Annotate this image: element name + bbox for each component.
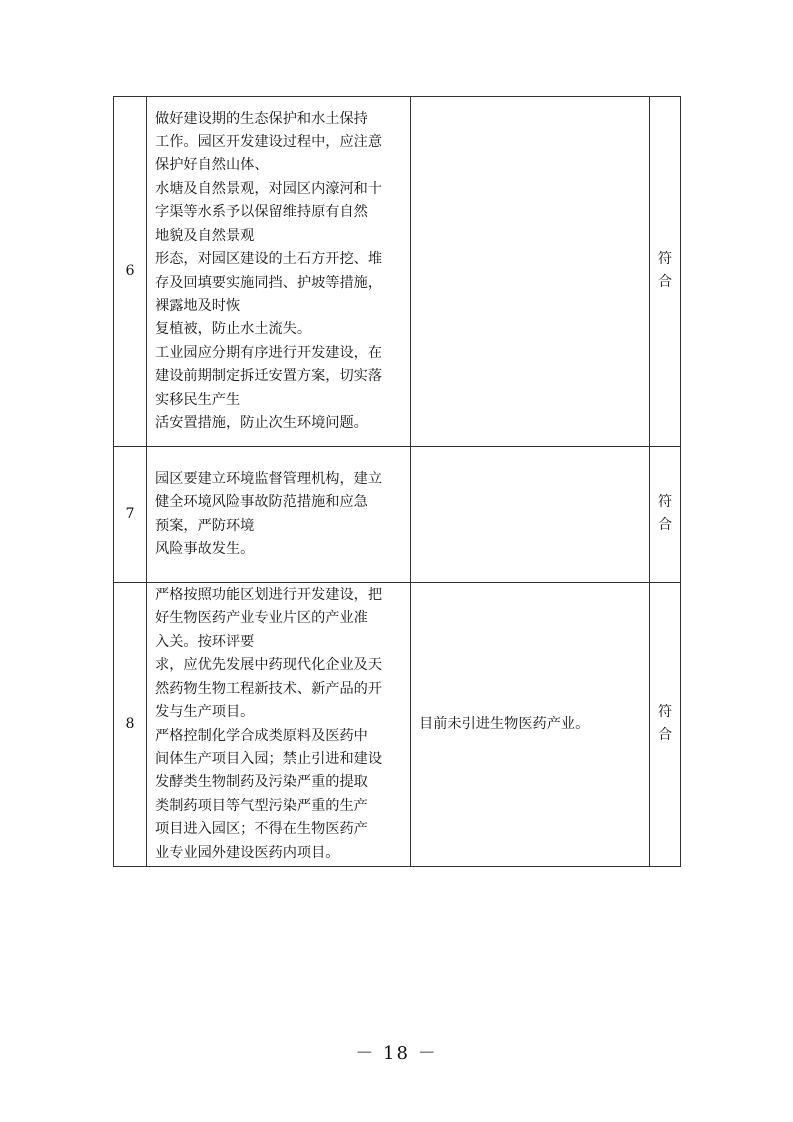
requirement-line: 存及回填要实施同挡、护坡等措施， bbox=[155, 274, 383, 291]
requirement-line: 园区要建立环境监督管理机构，建立 bbox=[155, 470, 383, 487]
result-cell bbox=[650, 97, 681, 447]
requirement-line: 业专业园外建设医药内项目。 bbox=[155, 844, 340, 861]
requirement-line: 入关。按环评要 bbox=[155, 633, 255, 650]
requirement-line: 严格控制化学合成类原料及医药中 bbox=[155, 727, 368, 744]
requirement-line: 工业园应分期有序进行开发建设，在 bbox=[155, 344, 383, 361]
requirement-line: 裸露地及时恢 bbox=[155, 297, 241, 314]
requirement-line: 做好建设期的生态保护和水土保持 bbox=[155, 110, 368, 127]
requirement-line: 水塘及自然景观，对园区内濠河和十 bbox=[155, 180, 383, 197]
page-number: － 18 － bbox=[355, 1043, 438, 1064]
requirement-line: 风险事故发生。 bbox=[155, 540, 255, 557]
table-row bbox=[114, 447, 681, 583]
requirement-line: 形态，对园区建设的土石方开挖、堆 bbox=[155, 251, 383, 268]
requirement-line: 预案，严防环境 bbox=[155, 517, 255, 534]
requirement-line: 健全环境风险事故防范措施和应急 bbox=[155, 494, 368, 511]
requirement-line: 发酵类生物制药及污染严重的提取 bbox=[155, 774, 368, 791]
requirement-line: 保护好自然山体、 bbox=[155, 157, 269, 174]
result-text: 符合 bbox=[657, 704, 673, 744]
result-text: 符合 bbox=[657, 251, 673, 291]
implementation-cell: 目前未引进生物医药产业。 bbox=[411, 583, 650, 867]
requirement-line: 好生物医药产业专业片区的产业准 bbox=[155, 610, 368, 627]
result-text: 符合 bbox=[657, 494, 673, 534]
row-number: 7 bbox=[114, 447, 147, 583]
requirement-line: 发与生产项目。 bbox=[155, 704, 255, 721]
implementation-cell bbox=[411, 447, 650, 583]
requirement-cell bbox=[147, 97, 411, 447]
row-number: 8 bbox=[114, 583, 147, 867]
result-cell bbox=[650, 583, 681, 867]
requirement-line: 类制药项目等气型污染严重的生产 bbox=[155, 797, 368, 814]
requirement-line: 实移民生产生 bbox=[155, 391, 241, 408]
compliance-table bbox=[113, 96, 681, 867]
table-row bbox=[114, 97, 681, 447]
requirement-line: 工作。园区开发建设过程中，应注意 bbox=[155, 134, 383, 151]
table-row bbox=[114, 583, 681, 867]
requirement-line: 间体生产项目入园；禁止引进和建设 bbox=[155, 750, 383, 767]
requirement-line: 地貌及自然景观 bbox=[155, 227, 255, 244]
requirement-line: 建设前期制定拆迁安置方案，切实落 bbox=[155, 368, 383, 385]
requirement-cell bbox=[147, 583, 411, 867]
requirement-cell bbox=[147, 447, 411, 583]
requirement-line: 项目进入园区；不得在生物医药产 bbox=[155, 821, 368, 838]
requirement-line: 字渠等水系予以保留维持原有自然 bbox=[155, 204, 368, 221]
requirement-line: 复植被，防止水土流失。 bbox=[155, 321, 312, 338]
implementation-cell bbox=[411, 97, 650, 447]
requirement-line: 活安置措施，防止次生环境问题。 bbox=[155, 414, 368, 431]
requirement-line: 然药物生物工程新技术、新产品的开 bbox=[155, 680, 383, 697]
row-number: 6 bbox=[114, 97, 147, 447]
result-cell bbox=[650, 447, 681, 583]
requirement-line: 求，应优先发展中药现代化企业及天 bbox=[155, 657, 383, 674]
requirement-line: 严格按照功能区划进行开发建设，把 bbox=[155, 587, 383, 604]
